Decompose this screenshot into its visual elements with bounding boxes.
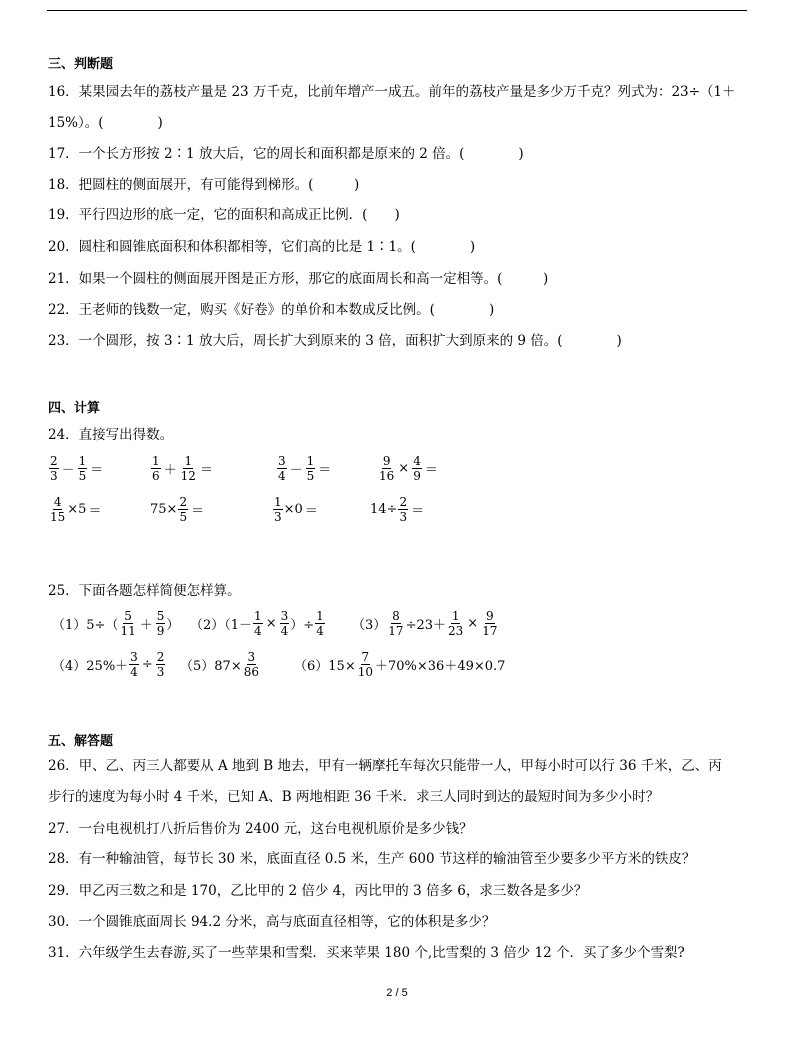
expr-24-3: $\frac{3}{4}$ － $\frac{1}{5}$ ＝ (278, 454, 332, 483)
question-27: 27．一台电视机打八折后售价为 2400 元，这台电视机原价是多少钱？ (48, 821, 473, 837)
header-rule (47, 10, 747, 11)
question-16-cont: 15%）。( ) (48, 115, 163, 131)
expr-25-4: （4）25%＋ $\frac{3}{4}$ ÷ $\frac{2}{3}$ (52, 650, 165, 679)
question-26-cont: 步行的速度为每小时 4 千米，已知 A、B 两地相距 36 千米．求三人同时到达的最短时间为多少小时？ (48, 789, 660, 805)
question-16: 16．某果园去年的荔枝产量是 23 万千克，比前年增产一成五。前年的荔枝产量是多少万千克？列式为：23÷（1＋ (48, 84, 736, 100)
question-31: 31．六年级学生去春游,买了一些苹果和雪梨．买来苹果 180 个,比雪梨的 3 倍少 12 个．买了多少个雪梨? (48, 945, 685, 961)
question-24: 24．直接写出得数。 (48, 427, 174, 443)
section-title-judge: 三、判断题 (48, 57, 114, 72)
expr-25-6: （6）15× $\frac{7}{10}$ ＋70%×36＋49×0.7 (294, 650, 506, 679)
question-19: 19．平行四边形的底一定，它的面积和高成正比例．( ) (48, 207, 400, 223)
section-title-solve: 五、解答题 (48, 734, 114, 749)
question-26: 26．甲、乙、丙三人都要从 A 地到 B 地去，甲有一辆摩托车每次只能带一人，甲每小时可以行 36 千米，乙、丙 (48, 758, 722, 774)
expr-24-7: $\frac{1}{3}$ ×0 ＝ (274, 495, 318, 524)
question-30: 30．一个圆锥底面周长 94.2 分米，高与底面直径相等，它的体积是多少？ (48, 914, 496, 930)
question-25: 25．下面各题怎样简便怎样算。 (48, 583, 241, 599)
question-22: 22．王老师的钱数一定，购买《好卷》的单价和本数成反比例。( ) (48, 302, 495, 318)
expr-25-1: （1）5÷（ $\frac{5}{11}$ ＋ $\frac{5}{9}$ ） (52, 609, 180, 638)
expr-24-5: $\frac{4}{15}$ ×5 ＝ (50, 495, 102, 524)
question-29: 29．甲乙丙三数之和是 170，乙比甲的 2 倍少 4，丙比甲的 3 倍多 6，求三数各是多少？ (48, 883, 588, 899)
question-17: 17．一个长方形按 2∶1 放大后，它的周长和面积都是原来的 2 倍。( ) (48, 146, 524, 162)
expr-25-2: （2）（1－ $\frac{1}{4}$ × $\frac{3}{4}$ ）÷ $\frac{1}{4}$ (190, 609, 324, 638)
section-title-calc: 四、计算 (48, 401, 101, 416)
question-23: 23．一个圆形，按 3∶1 放大后，周长扩大到原来的 3 倍，面积扩大到原来的 9 倍。( ) (48, 333, 622, 349)
question-28: 28．有一种输油管，每节长 30 米，底面直径 0.5 米，生产 600 节这样的输油管至少要多少平方米的铁皮？ (48, 851, 696, 867)
expr-25-3: （3） $\frac{8}{17}$ ÷23＋ $\frac{1}{23}$ × $\frac{9}{17}$ (352, 609, 498, 638)
expr-24-6: 75× $\frac{2}{5}$ ＝ (150, 495, 205, 524)
expr-24-1: $\frac{2}{3}$ － $\frac{1}{5}$ ＝ (50, 454, 104, 483)
expr-24-4: $\frac{9}{16}$ × $\frac{4}{9}$ ＝ (379, 454, 438, 483)
question-18: 18．把圆柱的侧面展开，有可能得到梯形。( ) (48, 177, 360, 193)
expr-24-2: $\frac{1}{6}$ ＋ $\frac{1}{12}$ ＝ (152, 454, 213, 483)
expr-24-8: 14÷ $\frac{2}{3}$ ＝ (370, 495, 425, 524)
question-21: 21．如果一个圆柱的侧面展开图是正方形，那它的底面周长和高一定相等。( ) (48, 271, 549, 287)
question-20: 20．圆柱和圆锥底面积和体积都相等，它们高的比是 1∶1。( ) (48, 239, 476, 255)
page-number: 2 / 5 (386, 987, 408, 999)
expr-25-5: （5）87× $\frac{3}{86}$ (180, 650, 259, 679)
